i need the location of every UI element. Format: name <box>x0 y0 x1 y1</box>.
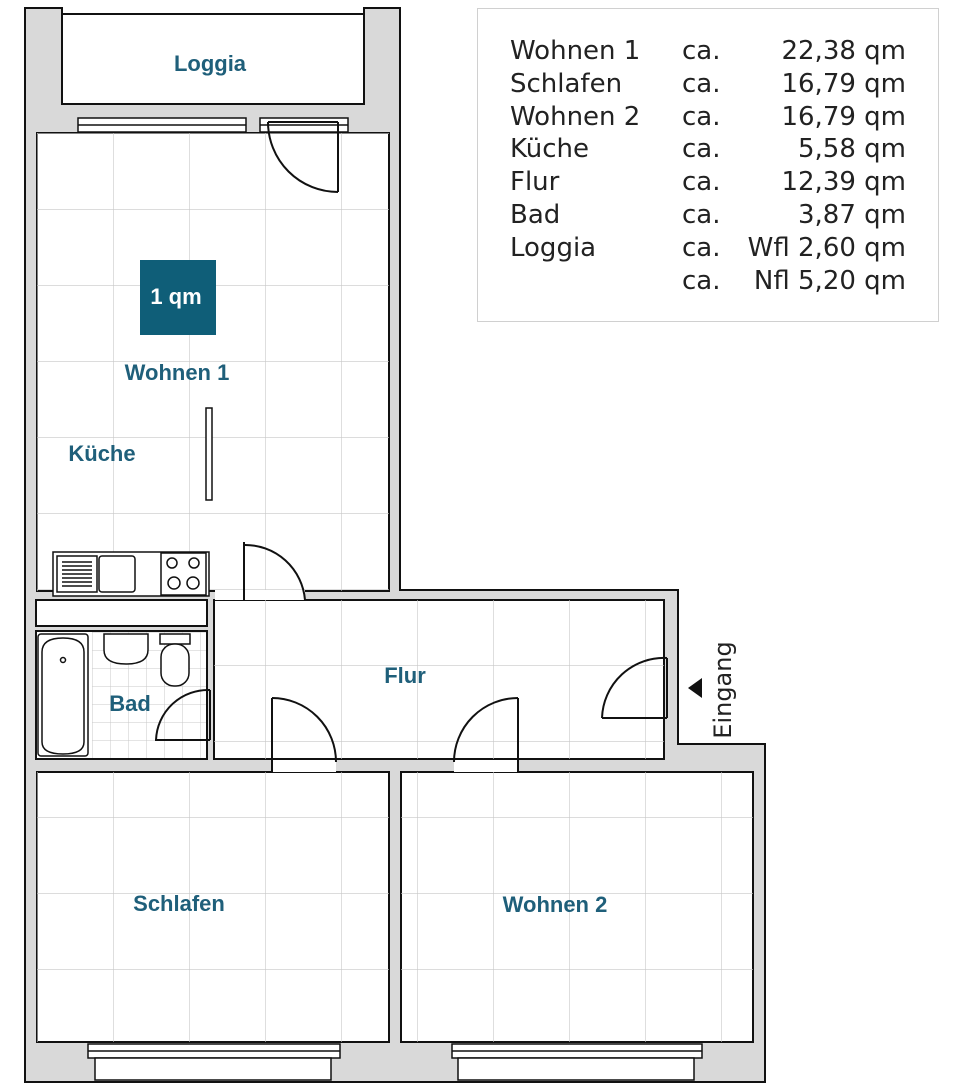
area-approx: ca. <box>682 36 721 66</box>
label-schlafen: Schlafen <box>133 891 225 916</box>
area-approx: ca. <box>682 68 721 99</box>
entrance-arrow-icon <box>688 678 702 698</box>
kitchen-counter <box>53 552 209 596</box>
label-loggia: Loggia <box>173 51 247 76</box>
area-approx: ca. <box>682 199 721 230</box>
label-bad: Bad <box>109 691 151 716</box>
toilet-tank <box>160 634 190 644</box>
label-eingang: Eingang <box>709 641 737 739</box>
area-approx: ca. <box>682 167 721 198</box>
area-table <box>477 8 939 322</box>
area-row <box>510 232 906 265</box>
area-table-grid <box>510 35 906 297</box>
partition-strip <box>36 600 207 626</box>
area-row <box>510 265 906 298</box>
area-room: Wohnen 1 <box>510 36 641 66</box>
area-approx: ca. <box>682 232 721 263</box>
room-flur-grid <box>214 600 664 759</box>
area-room: Wohnen 2 <box>510 101 641 132</box>
window-strip-wohnen2 <box>458 1058 694 1080</box>
area-approx: ca. <box>682 265 721 296</box>
area-value: 22,38 qm <box>781 36 906 66</box>
area-row <box>510 101 906 134</box>
area-room: Bad <box>510 199 561 230</box>
area-room <box>510 265 682 298</box>
area-value: Wfl 2,60 qm <box>747 232 906 263</box>
sink-basin <box>99 556 135 592</box>
kitchen-divider <box>206 408 212 500</box>
area-value: Nfl 5,20 qm <box>753 265 906 296</box>
area-value: 5,58 qm <box>798 134 906 165</box>
area-room: Flur <box>510 167 560 198</box>
toilet-bowl <box>161 644 189 686</box>
area-approx: ca. <box>682 101 721 132</box>
area-row <box>510 166 906 199</box>
window-strip-schlafen <box>95 1058 331 1080</box>
area-value: 3,87 qm <box>798 199 906 230</box>
area-approx: ca. <box>682 134 721 165</box>
area-row <box>510 199 906 232</box>
label-wohnen1: Wohnen 1 <box>124 360 230 385</box>
area-room: Küche <box>510 134 590 165</box>
area-value: 12,39 qm <box>781 167 906 198</box>
area-value: 16,79 qm <box>781 101 906 132</box>
area-room: Loggia <box>510 232 597 263</box>
scale-marker-label: 1 qm <box>150 284 202 309</box>
area-row <box>510 68 906 101</box>
label-kueche: Küche <box>68 441 136 466</box>
area-row <box>510 35 906 68</box>
area-row <box>510 133 906 166</box>
area-value: 16,79 qm <box>781 68 906 99</box>
area-room: Schlafen <box>510 68 623 99</box>
label-wohnen2: Wohnen 2 <box>502 892 608 917</box>
washbasin <box>104 634 148 664</box>
label-flur: Flur <box>384 663 426 688</box>
